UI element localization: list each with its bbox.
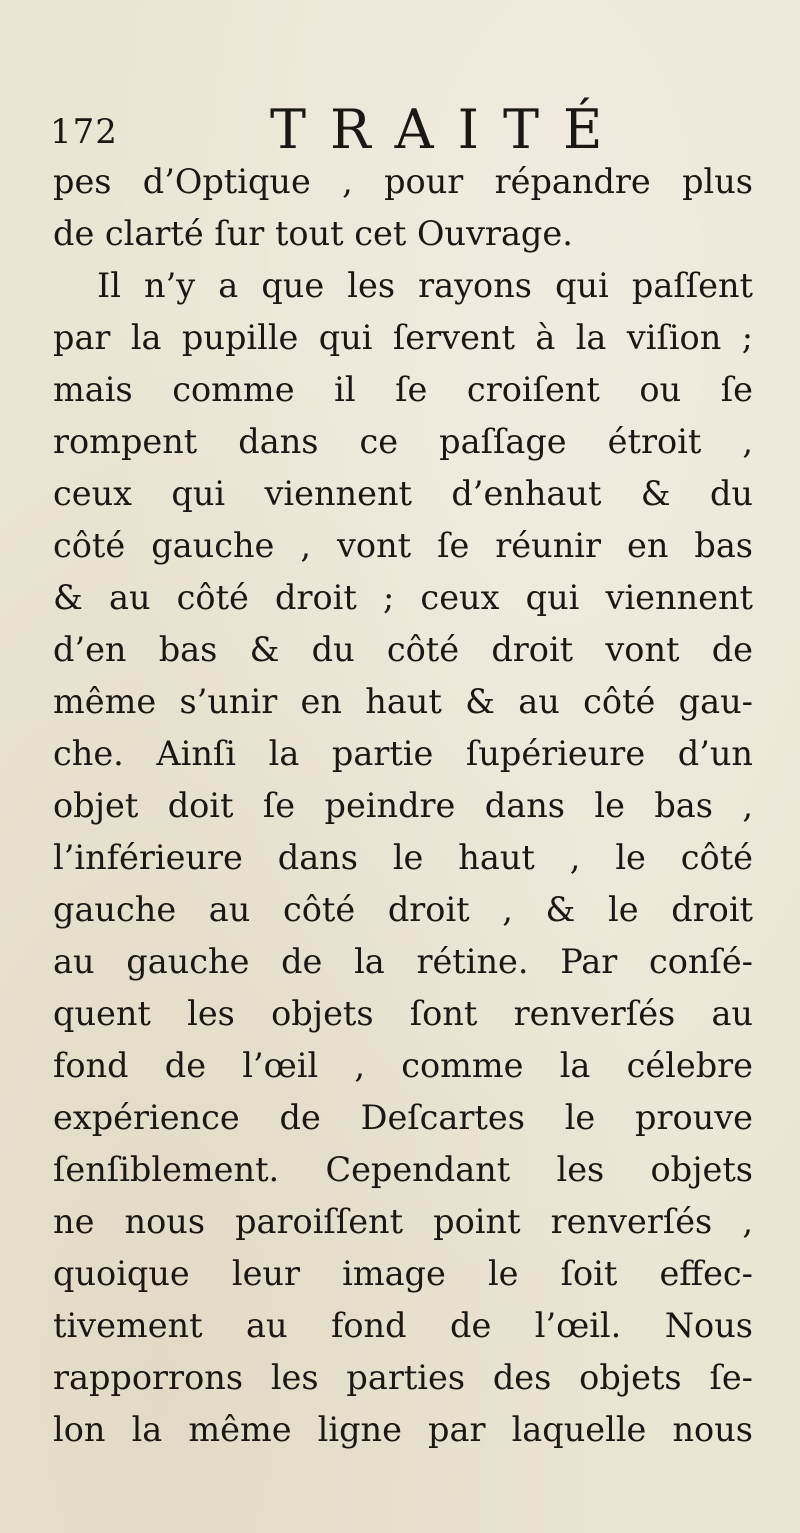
text-line: lon la même ligne par laquelle nous	[53, 1410, 753, 1449]
text-line: mais comme il ſe croiſent ou ſe	[53, 370, 753, 409]
text-line: même s’unir en haut & au côté gau-	[53, 682, 753, 721]
text-line: côté gauche , vont ſe réunir en bas	[53, 526, 753, 565]
text-line: pes d’Optique , pour répandre plus	[53, 162, 753, 201]
text-line: par la pupille qui ſervent à la viſion ;	[53, 318, 753, 357]
text-line: & au côté droit ; ceux qui viennent	[53, 578, 753, 617]
text-line: d’en bas & du côté droit vont de	[53, 630, 753, 669]
text-line: rapporrons les parties des objets ſe-	[53, 1358, 753, 1397]
text-line: fond de l’œil , comme la célebre	[53, 1046, 753, 1085]
text-line: ſenſiblement. Cependant les objets	[53, 1150, 753, 1189]
text-line: au gauche de la rétine. Par conſé-	[53, 942, 753, 981]
text-line: de clarté ſur tout cet Ouvrage.	[53, 214, 573, 253]
text-line: tivement au fond de l’œil. Nous	[53, 1306, 753, 1345]
text-line: objet doit ſe peindre dans le bas ,	[53, 786, 753, 825]
running-title: TRAITÉ	[270, 98, 627, 161]
text-line: Il n’y a que les rayons qui paſſent	[97, 266, 753, 305]
text-line: rompent dans ce paſſage étroit ,	[53, 422, 753, 461]
running-head	[50, 100, 750, 160]
text-line: expérience de Deſcartes le prouve	[53, 1098, 753, 1137]
text-line: che. Ainſi la partie ſupérieure d’un	[53, 734, 753, 773]
text-line: ceux qui viennent d’enhaut & du	[53, 474, 753, 513]
text-line: l’inférieure dans le haut , le côté	[53, 838, 753, 877]
page-number: 172	[50, 112, 118, 152]
body-text	[53, 156, 753, 1456]
text-line: quoique leur image le ſoit effec-	[53, 1254, 753, 1293]
text-line: quent les objets ſont renverſés au	[53, 994, 753, 1033]
text-line: ne nous paroiſſent point renverſés ,	[53, 1202, 753, 1241]
text-line: gauche au côté droit , & le droit	[53, 890, 753, 929]
